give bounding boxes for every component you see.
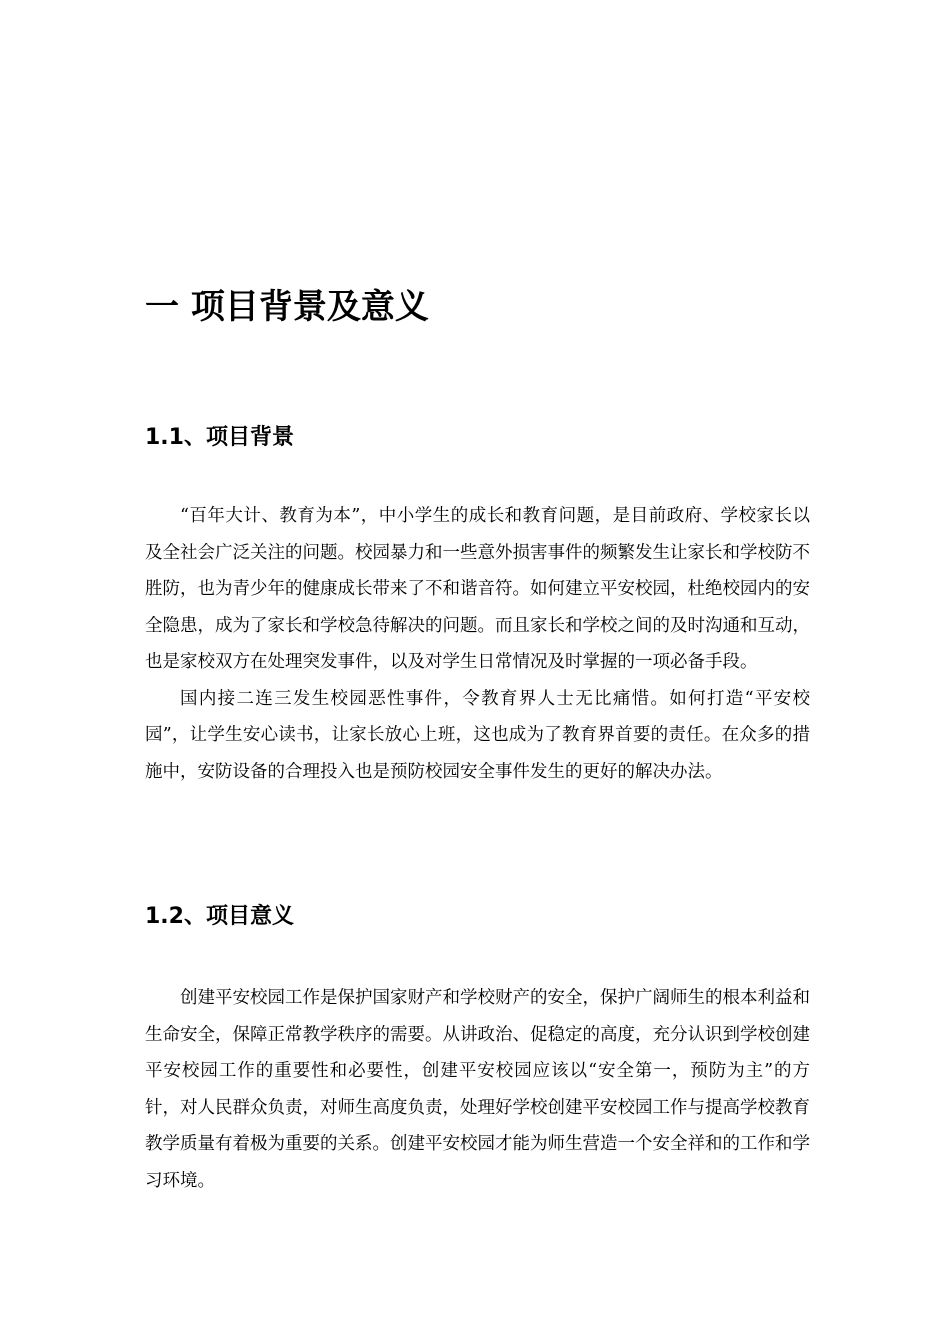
section-heading-significance: 1.2、项目意义 bbox=[145, 904, 294, 929]
section-heading-background: 1.1、项目背景 bbox=[145, 425, 294, 450]
chapter-title: 一 项目背景及意义 bbox=[145, 287, 429, 327]
section-body-background bbox=[145, 498, 810, 790]
section-body-significance bbox=[145, 980, 810, 1199]
paragraph: 国内接二连三发生校园恶性事件，令教育界人士无比痛惜。如何打造“平安校园”，让学生安心读书，让家长放心上班，这也成为了教育界首要的责任。在众多的措施中，安防设备的合理投入也是预防校园安全事件发生的更好的解决办法。 bbox=[145, 688, 810, 782]
paragraph: 创建平安校园工作是保护国家财产和学校财产的安全，保护广阔师生的根本利益和生命安全，保障正常教学秩序的需要。从讲政治、促稳定的高度，充分认识到学校创建平安校园工作的重要性和必要性，创建平安校园应该以“安全第一，预防为主”的方针，对人民群众负责，对师生高度负责，处理好学校创建平安校园工作与提高学校教育教学质量有着极为重要的关系。创建平安校园才能为师生营造一个安全祥和的工作和学习环境。 bbox=[145, 988, 810, 1191]
paragraph: “百年大计、教育为本”，中小学生的成长和教育问题，是目前政府、学校家长以及全社会广泛关注的问题。校园暴力和一些意外损害事件的频繁发生让家长和学校防不胜防，也为青少年的健康成长带来了不和谐音符。如何建立平安校园，杜绝校园内的安全隐患，成为了家长和学校急待解决的问题。而且家长和学校之间的及时沟通和互动，也是家校双方在处理突发事件，以及对学生日常情况及时掌握的一项必备手段。 bbox=[145, 506, 810, 672]
